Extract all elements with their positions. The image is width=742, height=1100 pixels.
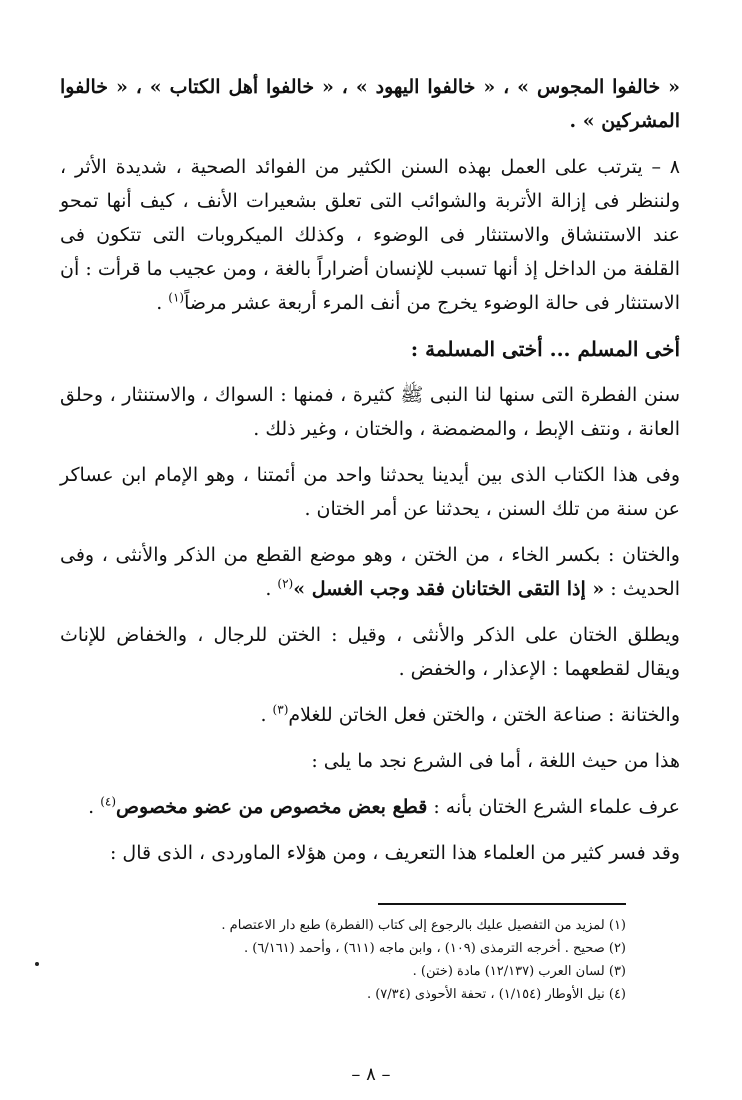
p5-hadith: « إذا التقى الختانان فقد وجب الغسل » bbox=[293, 578, 605, 600]
page-number: – ٨ – bbox=[351, 1064, 391, 1085]
p1-text: « خالفوا المجوس » ، « خالفوا اليهود » ، « خالفوا أهل الكتاب » ، « خالفوا المشركين » . bbox=[60, 76, 680, 132]
paragraph-khitan-usage bbox=[60, 618, 680, 686]
footnote-ref-4[interactable]: (٤) bbox=[100, 794, 117, 809]
p10-text: وقد فسر كثير من العلماء هذا التعريف ، ومن هؤلاء الماوردى ، الذى قال : bbox=[109, 842, 680, 864]
footnote-ref-2[interactable]: (٢) bbox=[277, 576, 294, 591]
paragraph-book-intro bbox=[60, 458, 680, 526]
paragraph-khitana bbox=[60, 698, 680, 732]
paragraph-hadith-list bbox=[60, 70, 680, 138]
page-body bbox=[60, 70, 680, 882]
footnote-separator bbox=[378, 903, 626, 905]
p3-text: سنن الفطرة التى سنها لنا النبى ﷺ كثيرة ، فمنها : السواك ، والاستنثار ، وحلق العانة ، ونتف الإبط ، والمضمضة ، والختان ، وغير ذلك . bbox=[60, 384, 680, 440]
footnote-2: (٢) صحيح . أخرجه الترمذى (١٠٩) ، وابن ماجه (٦١١) ، وأحمد (٦/١٦١) . bbox=[244, 941, 626, 956]
footnote-ref-3[interactable]: (٣) bbox=[272, 702, 289, 717]
heading-text: أخى المسلم ... أختى المسلمة : bbox=[410, 337, 680, 361]
p9-after: . bbox=[88, 796, 101, 818]
footnote-4: (٤) نيل الأوطار (١/١٥٤) ، تحفة الأحوذى (٧/٣٤) . bbox=[366, 987, 626, 1002]
p2-text: ٨ – يترتب على العمل بهذه السنن الكثير من الفوائد الصحية ، شديدة الأثر ، ولننظر فى إزالة الأتربة والشوائب التى تعلق بشعيرات الأنف ، كيف أنها تمحو عند الاستنشاق والاستنثار فى الوضوء ، وكذلك الميكروبات التى تتكون فى القلفة من الداخل إذ أنها تسبب للإنسان أضراراً بالغة ، ومن عجيب ما قرأت : أن الاستنثار فى حالة الوضوء يخرج من أنف المرء أربعة عشر مرضاً bbox=[60, 156, 680, 314]
footnote-1: (١) لمزيد من التفصيل عليك بالرجوع إلى كتاب (الفطرة) طبع دار الاعتصام . bbox=[221, 918, 626, 933]
p7-after: . bbox=[260, 704, 273, 726]
p9-text: عرف علماء الشرع الختان بأنه : bbox=[427, 796, 680, 818]
paragraph-language-vs-sharia bbox=[60, 744, 680, 778]
p2-after: . bbox=[156, 292, 169, 314]
section-heading bbox=[60, 332, 680, 366]
p5-after: . bbox=[265, 578, 278, 600]
paragraph-mawardi bbox=[60, 836, 680, 870]
p7-text: والختانة : صناعة الختن ، والختن فعل الخاتن للغلام bbox=[288, 704, 680, 726]
p9-definition: قطع بعض مخصوص من عضو مخصوص bbox=[116, 796, 428, 818]
paragraph-fitra-sunan bbox=[60, 378, 680, 446]
paragraph-khitan-definition bbox=[60, 538, 680, 606]
p4-text: وفى هذا الكتاب الذى بين أيدينا يحدثنا واحد من أئمتنا ، وهو الإمام ابن عساكر عن سنة من تلك السنن ، يحدثنا عن أمر الختان . bbox=[60, 464, 680, 520]
p8-text: هذا من حيث اللغة ، أما فى الشرع نجد ما يلى : bbox=[311, 750, 680, 772]
paragraph-sharia-definition bbox=[60, 790, 680, 824]
p5-text: والختان : بكسر الخاء ، من الختن ، وهو موضع القطع من الذكر والأنثى ، وفى الحديث : bbox=[60, 544, 680, 600]
footnotes bbox=[120, 914, 626, 1006]
paragraph-health-benefits bbox=[60, 150, 680, 320]
p6-text: ويطلق الختان على الذكر والأنثى ، وقيل : الختن للرجال ، والخفاض للإناث ويقال لقطعهما : الإعذار ، والخفض . bbox=[60, 624, 680, 680]
footnote-ref-1[interactable]: (١) bbox=[168, 290, 185, 305]
scan-speck bbox=[35, 962, 39, 966]
footnote-3: (٣) لسان العرب (١٢/١٣٧) مادة (ختن) . bbox=[412, 964, 626, 979]
